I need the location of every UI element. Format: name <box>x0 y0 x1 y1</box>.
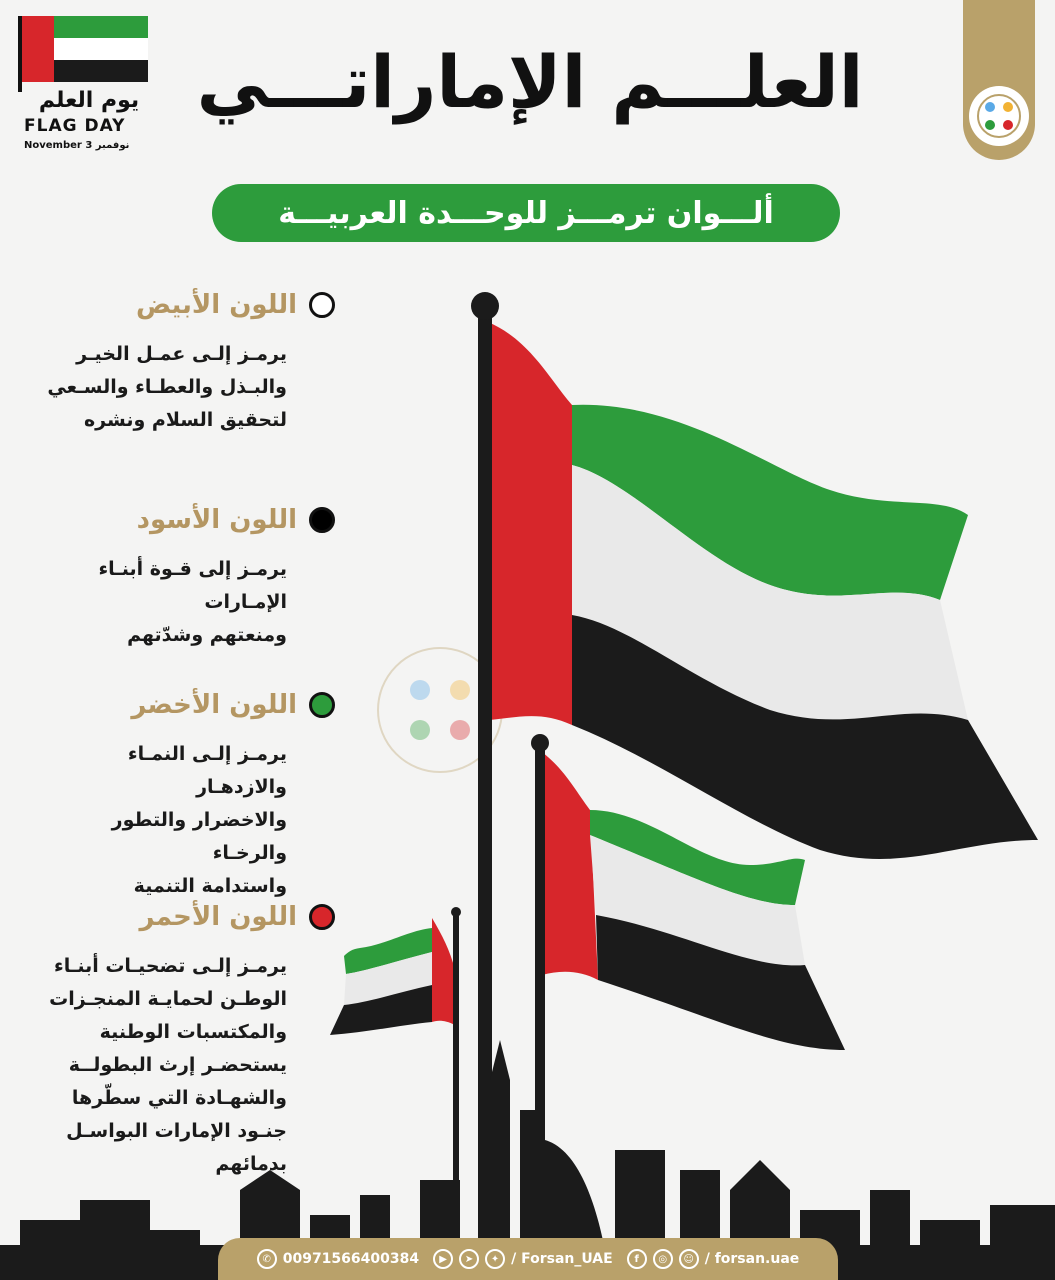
small-flag <box>330 918 455 1035</box>
social-handle-1[interactable] <box>433 1249 613 1269</box>
black-dot-icon <box>309 507 335 533</box>
white-dot-icon <box>309 292 335 318</box>
mini-flag-pole <box>18 16 22 92</box>
section-white-header <box>40 290 335 320</box>
section-white-text: يرمـز إلـى عمـل الخيـر والبـذل والعطـاء والسـعي لتحقيق السلام ونشره <box>47 343 287 431</box>
youtube-icon: ▶ <box>433 1249 453 1269</box>
instagram-icon: ◎ <box>653 1249 673 1269</box>
subtitle-pill: ألـــوان ترمـــز للوحـــدة العربيـــة <box>212 184 840 242</box>
section-black <box>40 505 335 652</box>
large-pole-finial <box>471 292 499 320</box>
telegram-icon: ➤ <box>459 1249 479 1269</box>
large-flag <box>488 322 1038 859</box>
section-red <box>40 902 335 1181</box>
facebook-icon: f <box>627 1249 647 1269</box>
section-black-text: يرمـز إلى قـوة أبنـاء الإمـارات ومنعتهم وشدّتهم <box>98 558 287 646</box>
badge-date: November 3 نوفمبر <box>24 140 130 151</box>
phone-group[interactable] <box>257 1249 419 1269</box>
small-pole-finial <box>451 907 461 917</box>
social-footer <box>218 1238 838 1280</box>
red-dot-icon <box>309 904 335 930</box>
green-dot-icon <box>309 692 335 718</box>
twitter-icon: ✦ <box>485 1249 505 1269</box>
section-green <box>40 690 335 903</box>
handle-forsan-uae: / Forsan_UAE <box>511 1251 613 1267</box>
section-red-title: اللون الأحمر <box>139 902 297 932</box>
phone-number: 00971566400384 <box>282 1251 420 1267</box>
snapchat-icon: ☺ <box>679 1249 699 1269</box>
forsan-logo-icon <box>969 86 1029 146</box>
medium-pole-finial <box>531 734 549 752</box>
section-green-header <box>40 690 335 720</box>
section-black-header <box>40 505 335 535</box>
mini-flag-icon <box>18 16 148 82</box>
logo-strip <box>963 0 1035 160</box>
flag-day-badge <box>18 16 168 156</box>
section-white <box>40 290 335 437</box>
section-green-text: يرمـز إلـى النمـاء والازدهـار والاخضرار والتطور والرخـاء واستدامة التنمية <box>111 743 287 897</box>
section-black-title: اللون الأسود <box>136 505 297 535</box>
social-handle-2[interactable] <box>627 1249 800 1269</box>
page-title: العلـــم الإماراتـــي <box>196 40 864 124</box>
section-red-text: يرمـز إلـى تضحيـات أبنـاء الوطـن لحمايـة المنجـزات والمكتسبات الوطنية يستحضـر إرث البطولــة والشهـادة التي سطّرها جنـود الإمارات البواسـل بدمائهم <box>49 955 287 1175</box>
badge-title-en: FLAG DAY <box>24 116 126 136</box>
badge-title-ar: يوم العلم <box>38 88 140 113</box>
section-green-title: اللون الأخضر <box>131 690 297 720</box>
section-white-title: اللون الأبيض <box>136 290 297 320</box>
handle-forsan-uae-lower: / forsan.uae <box>704 1251 800 1267</box>
section-red-header <box>40 902 335 932</box>
whatsapp-icon: ✆ <box>257 1249 277 1269</box>
